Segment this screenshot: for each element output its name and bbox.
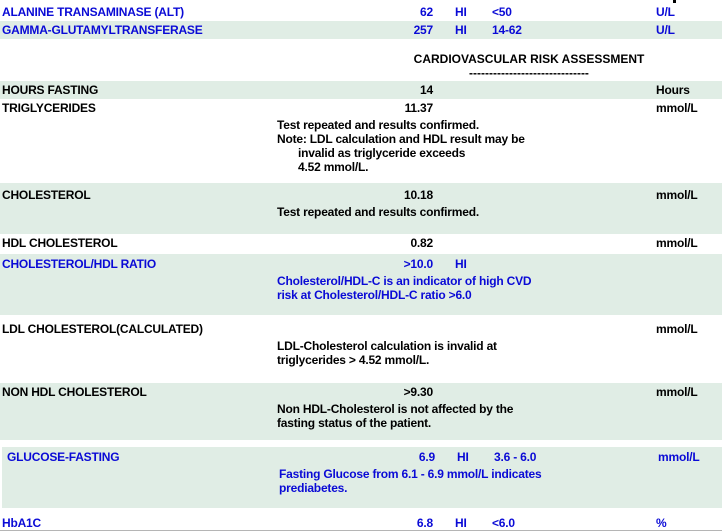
reference-range: 14-62 (492, 23, 522, 37)
section-title: CARDIOVASCULAR RISK ASSESSMENT (413, 52, 645, 66)
result-line (2, 450, 722, 467)
result-note: Test repeated and results confirmed. (277, 205, 479, 219)
result-value: >9.30 (403, 385, 433, 399)
section-underline: ------------------------------ (469, 66, 589, 80)
result-row-hba1c[interactable] (0, 511, 722, 530)
result-row-ldl_cholesterol[interactable] (0, 315, 722, 383)
result-note: invalid as triglyceride exceeds (298, 146, 466, 160)
result-line (0, 101, 722, 118)
test-name: LDL CHOLESTEROL(CALCULATED) (2, 322, 203, 336)
unit-label: mmol/L (658, 450, 700, 464)
result-value: 62 (420, 5, 433, 19)
result-note: 4.52 mmol/L. (298, 160, 369, 174)
result-line (0, 23, 722, 40)
unit-label: mmol/L (656, 188, 698, 202)
result-line (0, 83, 722, 100)
section-header (0, 39, 722, 81)
result-note: Test repeated and results confirmed. (277, 118, 479, 132)
result-value: 11.37 (404, 101, 433, 115)
unit-label: mmol/L (656, 322, 698, 336)
unit-label: mmol/L (656, 236, 698, 250)
test-name: NON HDL CHOLESTEROL (2, 385, 147, 399)
result-note: triglycerides > 4.52 mmol/L. (277, 353, 430, 367)
result-row-cholesterol[interactable] (0, 183, 722, 234)
test-name: CHOLESTEROL/HDL RATIO (2, 257, 157, 271)
result-value: 6.8 (416, 516, 433, 530)
abnormal-flag: HI (455, 257, 467, 271)
result-row-non_hdl_cholesterol[interactable] (0, 383, 722, 440)
result-row-glucose_fasting[interactable] (2, 447, 722, 508)
reference-range: <6.0 (492, 516, 515, 530)
result-note: Cholesterol/HDL-C is an indicator of high CVD (277, 274, 532, 288)
result-line (0, 188, 722, 205)
unit-label: mmol/L (656, 101, 698, 115)
test-name: GAMMA-GLUTAMYLTRANSFERASE (2, 23, 203, 37)
result-line (0, 322, 722, 339)
unit-label: % (656, 516, 667, 530)
test-name: HDL CHOLESTEROL (2, 236, 118, 250)
reference-range: 3.6 - 6.0 (494, 450, 537, 464)
abnormal-flag: HI (455, 23, 467, 37)
unit-label: U/L (656, 5, 675, 19)
result-value: 10.18 (403, 188, 433, 202)
abnormal-flag: HI (455, 5, 467, 19)
result-value: 257 (413, 23, 433, 37)
test-name: HbA1C (2, 516, 42, 530)
unit-label: U/L (656, 23, 675, 37)
panel-bottom-border (0, 530, 722, 531)
result-value: >10.0 (403, 257, 433, 271)
result-line (0, 385, 722, 402)
test-name: TRIGLYCERIDES (2, 101, 96, 115)
result-note: Non HDL-Cholesterol is not affected by the (277, 402, 514, 416)
result-value: 6.9 (418, 450, 435, 464)
result-note: Fasting Glucose from 6.1 - 6.9 mmol/L indicates (279, 467, 542, 481)
unit-label: Hours (656, 83, 690, 97)
abnormal-flag: HI (455, 516, 467, 530)
result-value: 14 (420, 83, 433, 97)
test-name: CHOLESTEROL (2, 188, 91, 202)
test-name: HOURS FASTING (2, 83, 99, 97)
result-row-hours_fasting[interactable] (0, 81, 722, 99)
result-value: 0.82 (410, 236, 433, 250)
result-row-alt[interactable] (0, 3, 722, 21)
result-row-ggt[interactable] (0, 21, 722, 39)
result-note: prediabetes. (279, 481, 348, 495)
result-note: LDL-Cholesterol calculation is invalid at (277, 339, 497, 353)
result-note: Note: LDL calculation and HDL result may be (277, 132, 525, 146)
test-name: GLUCOSE-FASTING (7, 450, 120, 464)
result-note: risk at Cholesterol/HDL-C ratio >6.0 (277, 288, 472, 302)
abnormal-flag: HI (457, 450, 469, 464)
result-note: fasting status of the patient. (277, 416, 432, 430)
result-line (0, 257, 722, 274)
test-name: ALANINE TRANSAMINASE (ALT) (2, 5, 184, 19)
result-row-chol_hdl_ratio[interactable] (0, 254, 722, 315)
reference-range: <50 (492, 5, 512, 19)
result-line (0, 236, 722, 253)
result-row-hdl_cholesterol[interactable] (0, 234, 722, 254)
result-row-triglycerides[interactable] (0, 99, 722, 183)
result-line (0, 5, 722, 22)
unit-label: mmol/L (656, 385, 698, 399)
